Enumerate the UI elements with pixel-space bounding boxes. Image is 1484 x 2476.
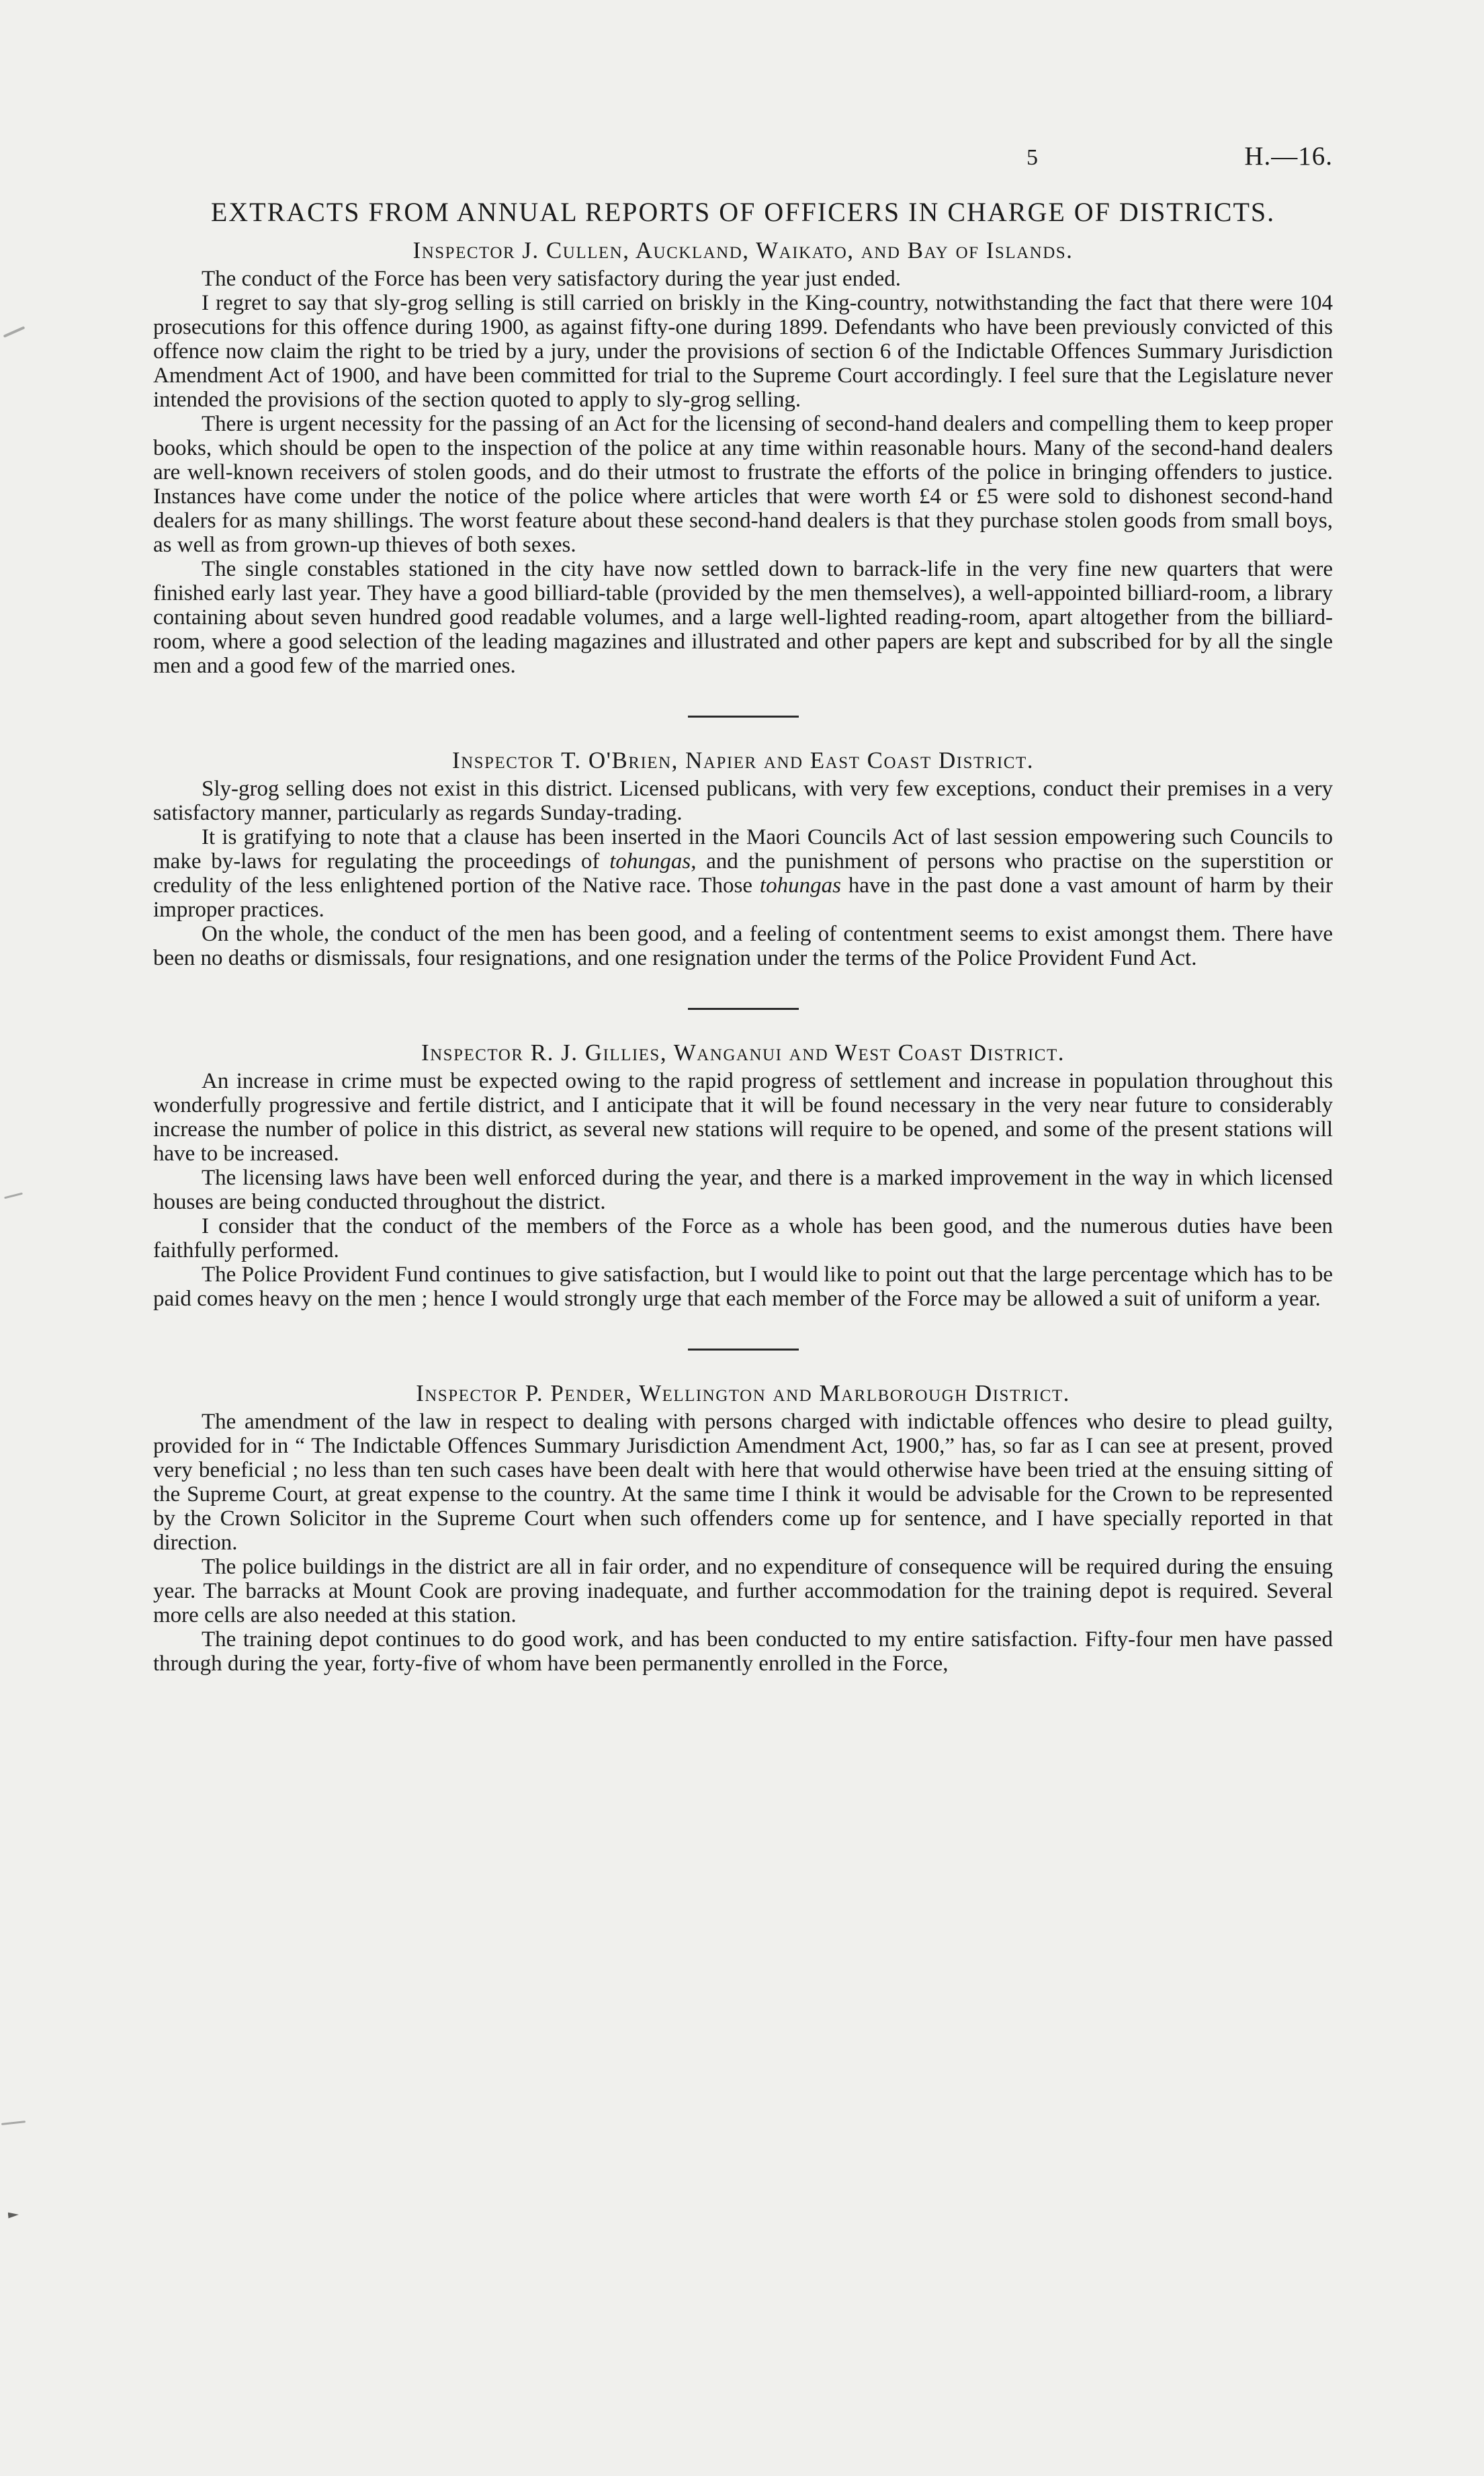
paragraph: It is gratifying to note that a clause has been inserted in the Maori Councils Act of last session empowering such Councils to make by-laws for regulating the proceedings of tohungas, and the punishment of persons who practise on the superstition or credulity of the less enlightened portion of the Native race. Those tohungas have in the past done a vast amount of harm by their improper practices. [153, 825, 1334, 922]
scan-artifact [3, 326, 26, 337]
section-heading: Inspector J. Cullen, Auckland, Waikato, and Bay of Islands. [412, 237, 1074, 263]
italic-term: tohungas [759, 873, 841, 898]
paragraph: The amendment of the law in respect to dealing with persons charged with indictable offences who desire to plead guilty, provided for in “ The Indictable Offences Summary Jurisdiction Amendment Act, 1900,” has, so far as I can see at present, proved very beneficial ; no less than ten such cases have been dealt with here that would otherwise have been tried at the ensuing sitting of the Supreme Court, at great expense to the country. At the same time I think it would be advisable for the Crown to be represented by the Crown Solicitor in the Supreme Court when such offenders come up for sentence, and I have specially reported in that direction. [153, 1410, 1333, 1555]
paragraph: I consider that the conduct of the members of the Force as a whole has been good, and the numerous duties have been faithfully performed. [153, 1214, 1333, 1263]
scan-artifact [1, 2121, 26, 2125]
paragraph: There is urgent necessity for the passing of an Act for the licensing of second-hand dealers and compelling them to keep proper books, which should be open to the inspection of the police at any time within reasonable hours. Many of the second-hand dealers are well-known receivers of stolen goods, and do their utmost to frustrate the efforts of the police in bringing offenders to justice. Instances have come under the notice of the police where articles that were worth £4 or £5 were sold to dishonest second-hand dealers for as many shillings. The worst feature about these second-hand dealers is that they purchase stolen goods from small boys, as well as from grown-up thieves of both sexes. [153, 412, 1333, 557]
paragraph: The training depot continues to do good work, and has been conducted to my entire satisfaction. Fifty-four men have passed through during the year, forty-five of whom have been permanently enrolled in the Force, [153, 1627, 1333, 1676]
content-column [153, 141, 1333, 1676]
scan-artifact [8, 2211, 19, 2218]
section-heading: Inspector P. Pender, Wellington and Marlborough District. [416, 1380, 1070, 1406]
paragraph: The Police Provident Fund continues to give satisfaction, but I would like to point out that the large percentage which has to be paid comes heavy on the men ; hence I would strongly urge that each member of the Force may be allowed a suit of uniform a year. [153, 1263, 1333, 1311]
paragraph: The licensing laws have been well enforced during the year, and there is a marked improvement in the way in which licensed houses are being conducted throughout the district. [153, 1166, 1333, 1214]
sections [153, 237, 1333, 1676]
page-number: 5 [1027, 145, 1038, 170]
report-section [153, 1039, 1333, 1311]
section-heading: Inspector T. O'Brien, Napier and East Coast District. [451, 747, 1035, 773]
report-section [153, 1380, 1333, 1676]
section-divider [688, 1349, 799, 1351]
section-divider [688, 1008, 799, 1010]
page-header [153, 141, 1333, 176]
paragraph: On the whole, the conduct of the men has been good, and a feeling of contentment seems to exist amongst them. There have been no deaths or dismissals, four resignations, and one resignation under the terms of the Police Provident Fund Act. [153, 922, 1333, 970]
section-heading: Inspector R. J. Gillies, Wanganui and West Coast District. [421, 1039, 1065, 1066]
paragraph: The conduct of the Force has been very satisfactory during the year just ended. [202, 267, 901, 291]
italic-term: tohungas [609, 849, 691, 873]
section-divider [688, 716, 799, 718]
paragraph: An increase in crime must be expected owing to the rapid progress of settlement and increase in population throughout this wonderfully progressive and fertile district, and I anticipate that it will be found necessary in the very near future to considerably increase the number of police in this district, as several new stations will require to be opened, and some of the present stations will have to be increased. [153, 1069, 1333, 1166]
scan-artifact [4, 1193, 23, 1199]
paragraph: The police buildings in the district are all in fair order, and no expenditure of consequence will be required during the ensuing year. The barracks at Mount Cook are proving inadequate, and further accommodation for the training depot is required. Several more cells are also needed at this station. [153, 1555, 1333, 1627]
paragraph: The single constables stationed in the city have now settled down to barrack-life in the very fine new quarters that were finished early last year. They have a good billiard-table (provided by the men themselves), a well-appointed billiard-room, a library containing about seven hundred good readable volumes, and a large well-lighted reading-room, apart altogether from the billiard-room, where a good selection of the leading magazines and illustrated and other papers are kept and subscribed for by all the single men and a good few of the married ones. [153, 557, 1333, 678]
paragraph: I regret to say that sly-grog selling is still carried on briskly in the King-country, notwithstanding the fact that there were 104 prosecutions for this offence during 1900, as against fifty-one during 1899. Defendants who have been previously convicted of this offence now claim the right to be tried by a jury, under the provisions of section 6 of the Indictable Offences Summary Jurisdiction Amendment Act of 1900, and have been committed for trial to the Supreme Court accordingly. I feel sure that the Legislature never intended the provisions of the section quoted to apply to sly-grog selling. [153, 291, 1333, 412]
report-section [153, 747, 1333, 970]
report-section [153, 237, 1333, 678]
document-reference: H.—16. [1244, 142, 1333, 171]
paragraph: Sly-grog selling does not exist in this district. Licensed publicans, with very few exceptions, conduct their premises in a very satisfactory manner, particularly as regards Sunday-trading. [153, 777, 1333, 825]
page-title: EXTRACTS FROM ANNUAL REPORTS OF OFFICERS IN CHARGE OF DISTRICTS. [210, 197, 1276, 227]
